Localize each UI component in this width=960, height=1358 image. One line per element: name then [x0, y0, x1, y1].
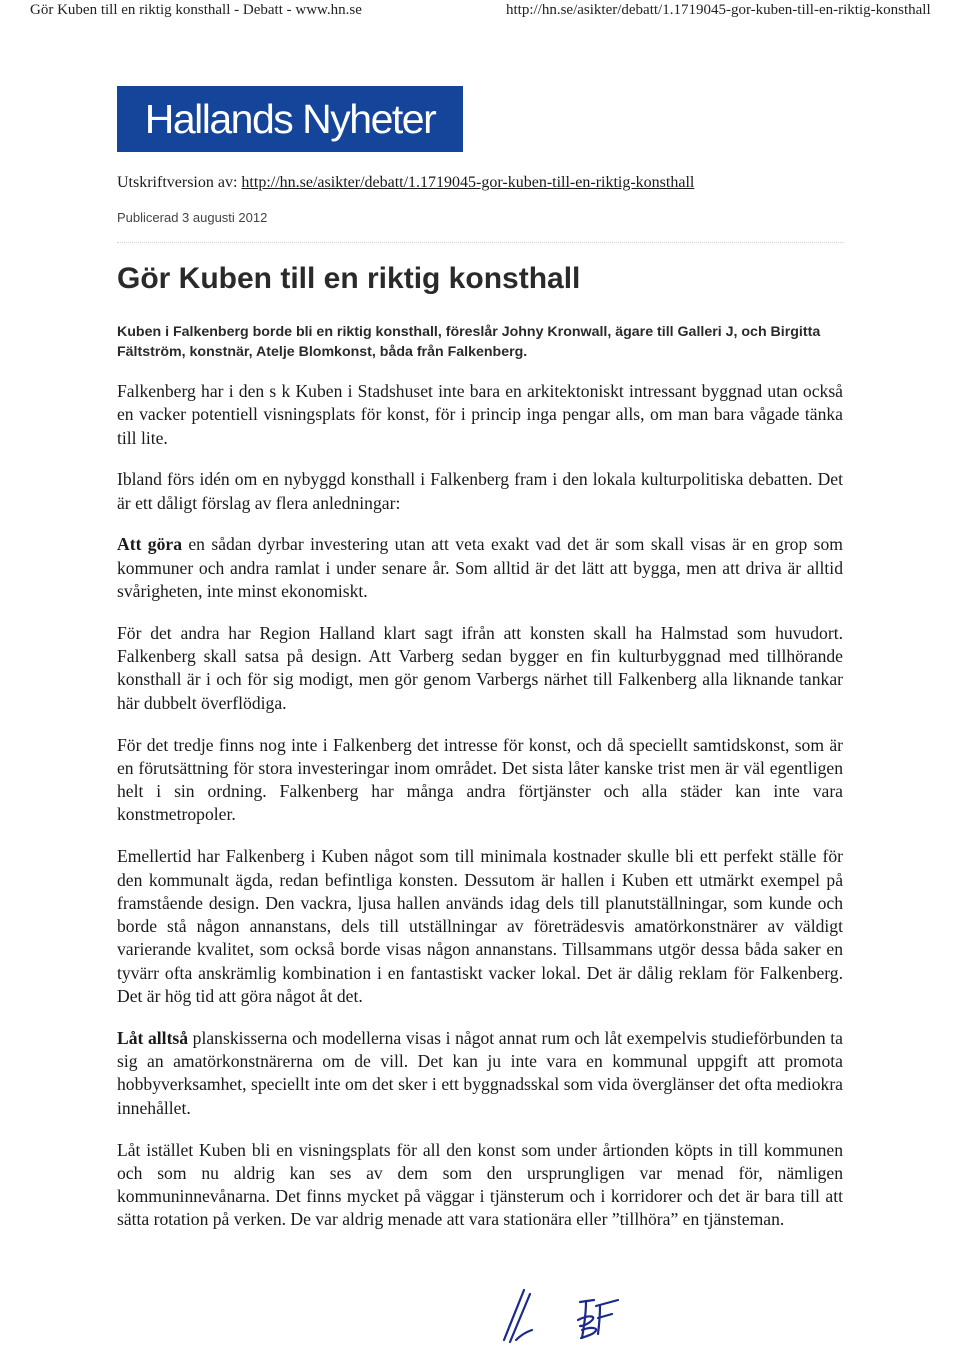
logo-text: Hallands Nyheter [144, 95, 436, 142]
paragraph [117, 380, 843, 450]
paragraph-text: planskisserna och modellerna visas i något annat rum och låt exempelvis studieförbunden ta sig an amatörkonstnärerna om de vill. Det kan ju inte vara en kommunal uppgift att promota hobbyverksamhet, speciellt inte om det sker i ett byggnadsskal som vida överglänser det ofta mediokra innehållet. [117, 1027, 843, 1118]
paragraph-text: Emellertid har Falkenberg i Kuben något som till minimala kostnader skulle bli ett perfekt ställe för den kommunalt ägda, redan befintliga konsten. Dessutom är hallen i Kuben ett utmärkt exempel på framstående design. Den vackra, ljusa hallen används idag dels till planutställningar, som kunde och borde stå någon annanstans, dels till utställningar av företrädesvis amatörkonstnärer av väldigt varierande kvalitet, som också borde visas någon annanstans. Tillsammans utgör dessa båda saker en tyvärr ofta anskrämlig kombination i en fantastiskt vacker lokal. Det är dålig reklam för Falkenberg. Det är hög tid att göra något åt det. [117, 846, 843, 1007]
paragraph [117, 622, 843, 715]
paragraph-text: Ibland förs idén om en nybyggd konsthall i Falkenberg fram i den lokala kulturpolitiska debatten. Det är ett dåligt förslag av flera anledningar: [117, 469, 843, 513]
article-body [117, 380, 843, 1250]
print-header-page-title: Gör Kuben till en riktig konsthall - Debatt - www.hn.se [30, 2, 362, 18]
handwritten-initials-signature [486, 1280, 626, 1346]
paragraph [117, 734, 843, 827]
paragraph-text: För det andra har Region Halland klart sagt ifrån att konsten skall ha Halmstad som huvudort. Falkenberg skall satsa på design. Att Varberg sedan bygger en fin kulturbyggnad med tillhörande konsthall är i och för sig modigt, men gör genom Varbergs närhet till Falkenberg alla liknande tankar här dubbelt överflödiga. [117, 622, 843, 713]
article-lead: Kuben i Falkenberg borde bli en riktig konsthall, föreslår Johny Kronwall, ägare till Galleri J, och Birgitta Fältström, konstnär, Atelje Blomkonst, båda från Falkenberg. [117, 324, 821, 360]
paragraph-text: Falkenberg har i den s k Kuben i Stadshuset inte bara en arkitektoniskt intressant byggnad utan också en vacker potentiell visningsplats för konst, för i princip inga pengar alls, om man bara vågade tänka till lite. [117, 381, 843, 448]
article-title: Gör Kuben till en riktig konsthall [117, 262, 581, 295]
print-header-url: http://hn.se/asikter/debatt/1.1719045-gor-kuben-till-en-riktig-konsthall [506, 2, 931, 18]
article-link[interactable]: http://hn.se/asikter/debatt/1.1719045-gor-kuben-till-en-riktig-konsthall [241, 174, 695, 191]
paragraph [117, 1139, 843, 1232]
print-version-label: Utskriftversion av: [117, 174, 238, 191]
paragraph [117, 468, 843, 515]
paragraph-bold-lead: Låt alltså [117, 1027, 189, 1048]
paragraph-text: en sådan dyrbar investering utan att veta exakt vad det är som skall visas är en grop som kommuner och andra ramlat i under senare år. Som alltid är det lätt att bygga, men att driva är alltid svårigheten, inte minst ekonomiskt. [117, 534, 843, 602]
paragraph-bold-lead: Att göra [117, 534, 182, 555]
publish-date: Publicerad 3 augusti 2012 [117, 210, 268, 225]
paragraph [117, 845, 843, 1008]
divider [117, 242, 843, 243]
paragraph [117, 533, 843, 603]
paragraph [117, 1027, 843, 1120]
print-header [0, 0, 960, 22]
hallands-nyheter-logo [117, 86, 463, 152]
paragraph-text: Låt istället Kuben bli en visningsplats för all den konst som under årtionden köpts in till kommunen och som nu aldrig kan ses av dem som den ursprungligen var menad för, nämligen kommuninnevånarna. Det finns mycket på väggar i tjänsterum och i korridorer och det är bara till att sätta rotation på verken. De var aldrig menade att vara stationära eller ”tillhöra” en tjänsteman. [117, 1139, 843, 1230]
print-version-line [117, 174, 694, 192]
paragraph-text: För det tredje finns nog inte i Falkenberg det intresse för konst, och då speciellt samtidskonst, som är en förutsättning för stora investeringar inom området. Det sista låter kanske trist men är väl egentligen helt i sin ordning. Falkenberg har många andra förtjänster och alla städer kan inte vara konstmetropoler. [117, 734, 843, 825]
